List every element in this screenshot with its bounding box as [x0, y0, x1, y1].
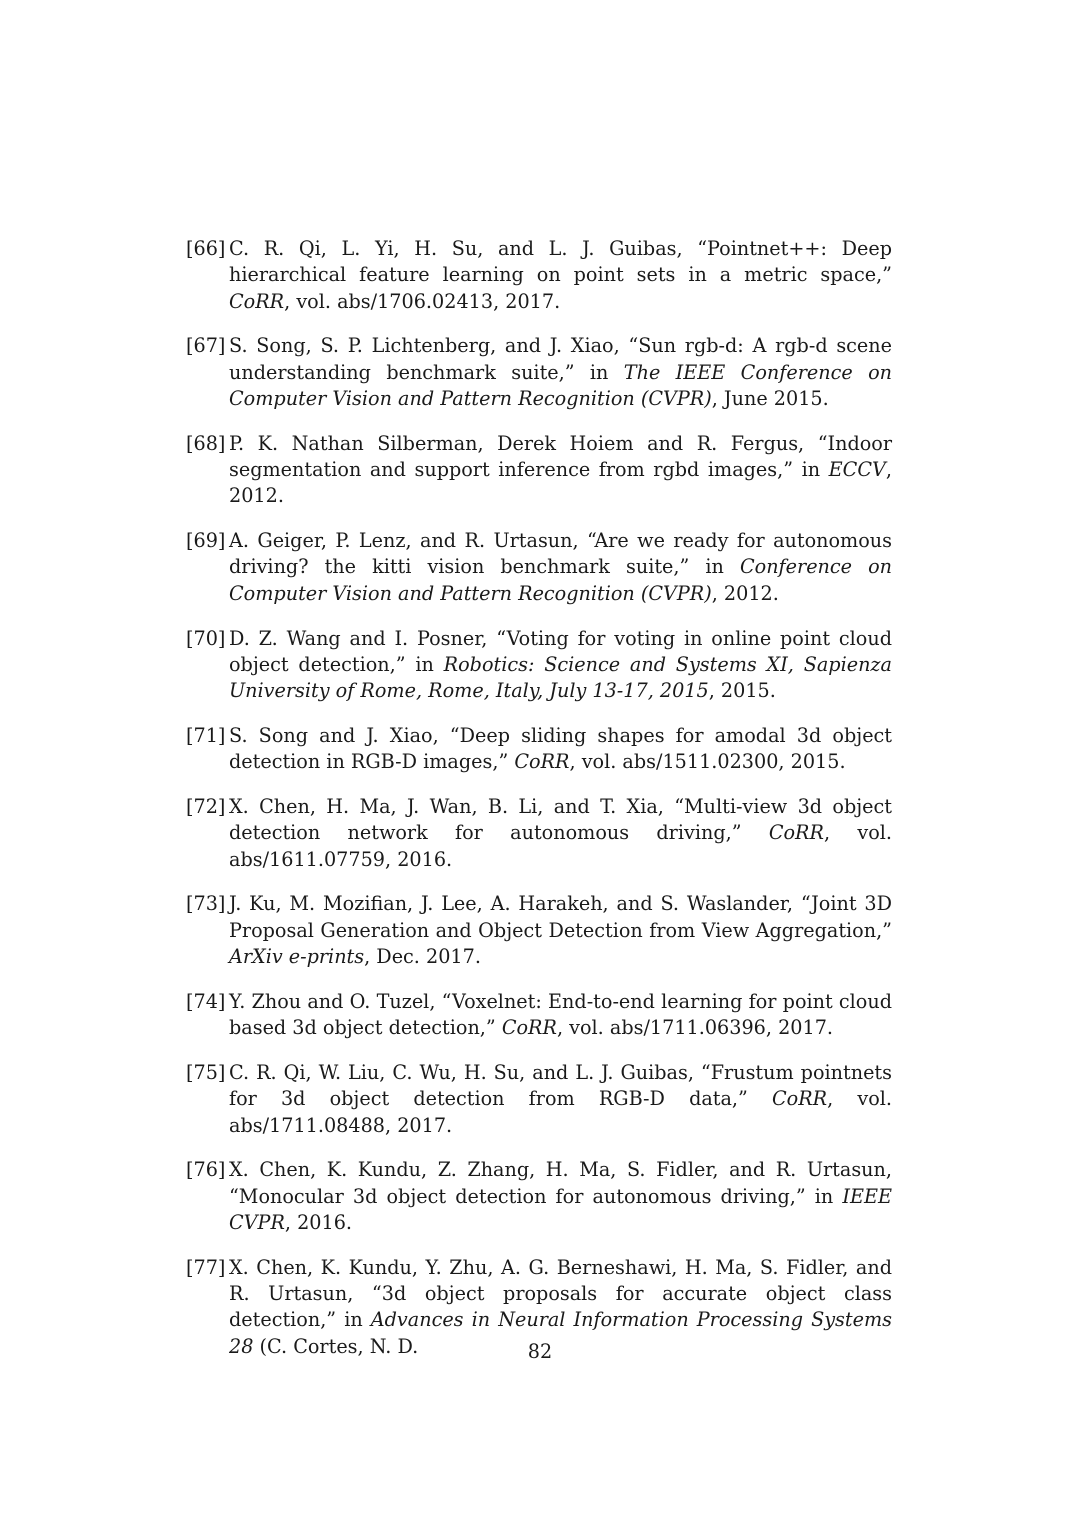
reference-text — [229, 626, 892, 705]
reference-number: [75] — [186, 1060, 226, 1084]
reference-text — [229, 794, 892, 873]
reference-list — [186, 236, 892, 1378]
reference-text-segment: X. Chen, K. Kundu, Y. Zhu, A. G. Berneshawi, H. Ma, S. Fidler, and R. Urtasun, “3d object proposals for accurate object class detection,” in — [229, 1255, 892, 1332]
reference-text-segment: , vol. abs/1711.06396, 2017. — [556, 1016, 834, 1040]
reference-number: [66] — [186, 237, 226, 260]
reference-venue: ArXiv e-prints — [229, 945, 365, 969]
reference-text — [229, 723, 892, 776]
reference-text-segment: , 2016. — [284, 1210, 353, 1234]
reference-venue: CoRR — [514, 750, 570, 774]
reference-entry — [186, 891, 892, 970]
reference-text-segment: , vol. abs/1706.02413, 2017. — [284, 289, 561, 313]
reference-text — [229, 333, 892, 412]
reference-text — [229, 989, 892, 1042]
reference-text — [229, 236, 892, 315]
reference-venue: Advances in Neural Information Processing Systems 28 — [229, 1308, 893, 1358]
reference-number: [69] — [186, 529, 226, 553]
reference-entry — [186, 723, 892, 776]
page-number: 82 — [527, 1340, 553, 1363]
reference-text-segment: (C. Cortes, N. D. — [253, 1334, 419, 1358]
reference-entry — [186, 236, 892, 315]
reference-number: [68] — [186, 431, 226, 455]
reference-text — [229, 891, 892, 970]
reference-text-segment: , vol. abs/1611.07759, 2016. — [229, 821, 893, 871]
reference-venue: CoRR — [229, 289, 285, 313]
reference-text-segment: P. K. Nathan Silberman, Derek Hoiem and R. Fergus, “Indoor segmentation and support inference from rgbd images,” in — [229, 431, 892, 482]
reference-entry — [186, 626, 892, 705]
reference-number: [76] — [186, 1158, 226, 1182]
reference-text-segment: D. Z. Wang and I. Posner, “Voting for voting in online point cloud object detection,” in — [229, 626, 892, 676]
reference-entry — [186, 1157, 892, 1236]
reference-text — [229, 431, 892, 510]
reference-number: [77] — [186, 1255, 226, 1279]
reference-venue: Robotics: Science and Systems XI, Sapienza University of Rome, Rome, Italy, July 13-17, 2015 — [229, 652, 892, 703]
reference-text-segment: X. Chen, H. Ma, J. Wan, B. Li, and T. Xia, “Multi-view 3d object detection network for autonomous driving,” — [229, 795, 892, 845]
reference-text-segment: , Dec. 2017. — [364, 945, 481, 969]
reference-venue: The IEEE Conference on Computer Vision and Pattern Recognition (CVPR) — [229, 360, 892, 410]
reference-text-segment: X. Chen, K. Kundu, Z. Zhang, H. Ma, S. Fidler, and R. Urtasun, “Monocular 3d object detection for autonomous driving,” in — [229, 1158, 892, 1208]
reference-text-segment: , 2012. — [711, 581, 779, 605]
reference-text-segment: , 2012. — [229, 458, 892, 508]
reference-venue: IEEE CVPR — [229, 1184, 892, 1234]
reference-text-segment: Y. Zhou and O. Tuzel, “Voxelnet: End-to-end learning for point cloud based 3d object detection,” — [229, 989, 892, 1040]
reference-entry — [186, 794, 892, 873]
reference-entry — [186, 431, 892, 510]
reference-text-segment: S. Song and J. Xiao, “Deep sliding shapes for amodal 3d object detection in RGB-D images,” — [229, 723, 892, 774]
reference-number: [74] — [186, 989, 226, 1013]
reference-number: [72] — [186, 795, 226, 819]
reference-text-segment: , vol. abs/1711.08488, 2017. — [229, 1087, 892, 1137]
reference-text-segment: C. R. Qi, W. Liu, C. Wu, H. Su, and L. J. Guibas, “Frustum pointnets for 3d object detection from RGB-D data,” — [229, 1060, 892, 1111]
reference-number: [70] — [186, 626, 226, 650]
reference-entry — [186, 989, 892, 1042]
reference-entry — [186, 1060, 892, 1139]
reference-venue: ECCV — [828, 458, 886, 482]
reference-entry — [186, 528, 892, 607]
reference-number: [73] — [186, 892, 226, 916]
reference-number: [67] — [186, 334, 226, 358]
reference-text-segment: , vol. abs/1511.02300, 2015. — [569, 750, 846, 774]
reference-text — [229, 528, 892, 607]
reference-text — [229, 1157, 892, 1236]
reference-text-segment: J. Ku, M. Mozifian, J. Lee, A. Harakeh, and S. Waslander, “Joint 3D Proposal Generation and Object Detection from View Aggregation,” — [229, 892, 892, 942]
reference-text-segment: , 2015. — [708, 679, 776, 703]
reference-number: [71] — [186, 723, 226, 747]
reference-entry — [186, 333, 892, 412]
reference-venue: CoRR — [501, 1016, 557, 1040]
reference-text-segment: C. R. Qi, L. Yi, H. Su, and L. J. Guibas, “Pointnet++: Deep hierarchical feature learning on point sets in a metric space,” — [229, 237, 892, 287]
reference-text — [229, 1060, 892, 1139]
reference-venue: Conference on Computer Vision and Pattern Recognition (CVPR) — [229, 555, 892, 605]
reference-venue: CoRR — [768, 821, 824, 845]
reference-text-segment: A. Geiger, P. Lenz, and R. Urtasun, “Are we ready for autonomous driving? the kitti vision benchmark suite,” in — [229, 529, 892, 579]
reference-text-segment: , June 2015. — [711, 386, 829, 410]
reference-text-segment: S. Song, S. P. Lichtenberg, and J. Xiao, “Sun rgb-d: A rgb-d scene understanding benchmark suite,” in — [229, 334, 892, 384]
reference-venue: CoRR — [771, 1087, 828, 1111]
